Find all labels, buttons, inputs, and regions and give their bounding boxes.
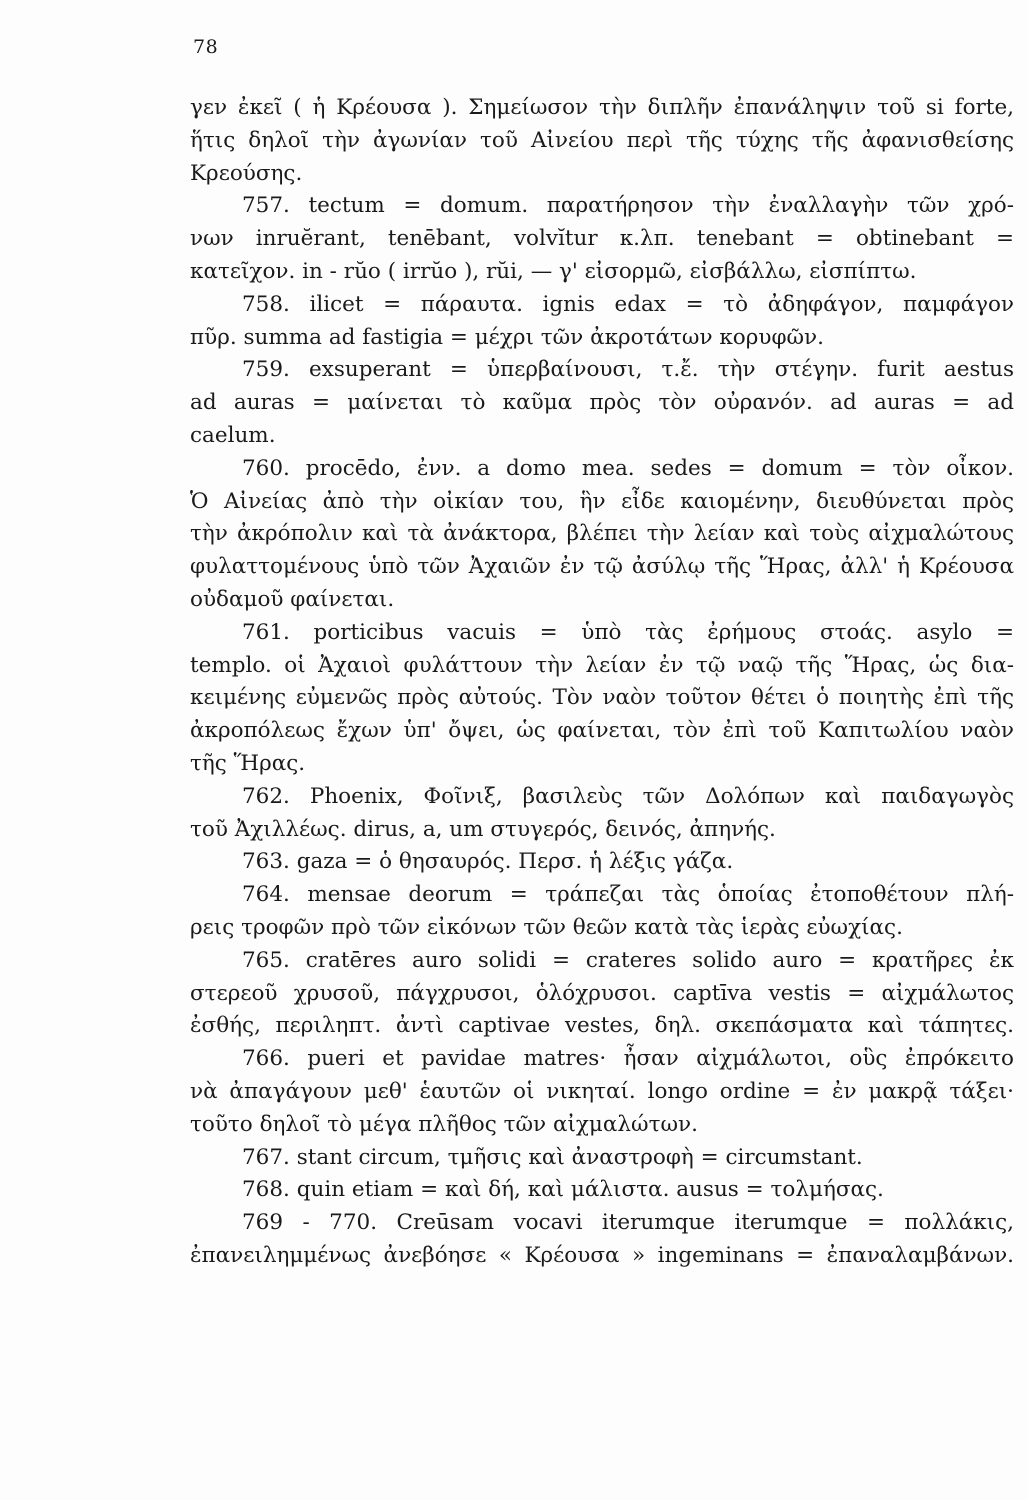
text-line: κειμένης εὐμενῶς πρὸς αὐτούς. Τὸν ναὸν τοῦτον θέτει ὁ ποιητὴς ἐπὶ τῆς	[190, 685, 1014, 711]
text-line: 758. ilicet = πάραυτα. ignis edax = τὸ ἀδηφάγον, παμφάγον	[242, 291, 1014, 317]
text-line: οὐδαμοῦ φαίνεται.	[190, 586, 395, 612]
text-line: 761. porticibus vacuis = ὑπὸ τὰς ἐρήμους στοάς. asylo =	[242, 619, 1014, 645]
text-line: τοῦτο δηλοῖ τὸ μέγα πλῆθος τῶν αἰχμαλώτων.	[190, 1111, 698, 1137]
text-line: 762. Phoenix, Φοῖνιξ, βασιλεὺς τῶν Δολόπων καὶ παιδαγωγὸς	[242, 783, 1014, 809]
text-line: 764. mensae deorum = τράπεζαι τὰς ὁποίας ἐτοποθέτουν πλή-	[242, 882, 1014, 908]
text-line: ρεις τροφῶν πρὸ τῶν εἰκόνων τῶν θεῶν κατὰ τὰς ἱερὰς εὐωχίας.	[190, 914, 903, 940]
text-line: caelum.	[190, 422, 276, 448]
page-number: 78	[193, 36, 219, 58]
text-line: γεν ἐκεῖ ( ἡ Κρέουσα ). Σημείωσον τὴν διπλῆν ἐπανάληψιν τοῦ si forte,	[190, 95, 1014, 120]
text-line: 769 - 770. Creūsam vocavi iterumque iterumque = πολλάκις,	[242, 1210, 1014, 1236]
text-line: 760. procēdo, ἐνν. a domo mea. sedes = domum = τὸν οἶκον.	[242, 455, 1014, 481]
text-line: 765. cratēres auro solidi = crateres solido auro = κρατῆρες ἐκ	[242, 947, 1014, 973]
text-line: πῦρ. summa ad fastigia = μέχρι τῶν ἀκροτάτων κορυφῶν.	[190, 324, 824, 350]
text-line: 759. exsuperant = ὑπερβαίνουσι, τ.ἔ. τὴν στέγην. furit aestus	[242, 357, 1014, 383]
text-line: κατεῖχον. in - rŭo ( irrŭo ), rŭi, — γ' εἰσορμῶ, εἰσβάλλω, εἰσπίπτω.	[190, 258, 917, 284]
text-line: 768. quin etiam = καὶ δή, καὶ μάλιστα. ausus = τολμήσας.	[242, 1177, 884, 1203]
text-line: στερεοῦ χρυσοῦ, πάγχρυσοι, ὁλόχρυσοι. captīva vestis = αἰχμάλωτος	[190, 980, 1014, 1006]
text-line: ἀκροπόλεως ἔχων ὑπ' ὄψει, ὡς φαίνεται, τὸν ἐπὶ τοῦ Καπιτωλίου ναὸν	[190, 718, 1014, 744]
text-line: τὴν ἀκρόπολιν καὶ τὰ ἀνάκτορα, βλέπει τὴν λείαν καὶ τοὺς αἰχμαλώτους	[190, 521, 1014, 547]
text-line: Κρεούσης.	[190, 160, 303, 186]
text-line: τοῦ Ἀχιλλέως. dirus, a, um στυγερός, δεινός, ἀπηνής.	[190, 816, 776, 842]
text-line: ἥτις δηλοῖ τὴν ἀγωνίαν τοῦ Αἰνείου περὶ τῆς τύχης τῆς ἀφανισθείσης	[190, 127, 1014, 153]
text-line: 763. gaza = ὁ θησαυρός. Περσ. ἡ λέξις γάζα.	[242, 849, 734, 875]
text-line: φυλαττομένους ὑπὸ τῶν Ἀχαιῶν ἐν τῷ ἀσύλῳ τῆς Ἥρας, ἀλλ' ἡ Κρέουσα	[190, 554, 1014, 580]
text-line: 767. stant circum, τμῆσις καὶ ἀναστροφὴ = circumstant.	[242, 1144, 863, 1170]
text-line: Ὁ Αἰνείας ἀπὸ τὴν οἰκίαν του, ἣν εἶδε καιομένην, διευθύνεται πρὸς	[190, 488, 1014, 514]
commentary-text	[190, 92, 1014, 1273]
text-line: ad auras = μαίνεται τὸ καῦμα πρὸς τὸν οὐρανόν. ad auras = ad	[190, 390, 1014, 416]
text-line: νων inruĕrant, tenēbant, volvĭtur κ.λπ. tenebant = obtinebant =	[190, 226, 1014, 252]
text-line: 766. pueri et pavidae matres· ἦσαν αἰχμάλωτοι, οὓς ἐπρόκειτο	[242, 1046, 1014, 1072]
text-line: ἐπανειλημμένως ἀνεβόησε « Κρέουσα » ingeminans = ἐπαναλαμβάνων.	[190, 1242, 1014, 1268]
text-line: templo. οἱ Ἀχαιοὶ φυλάττουν τὴν λείαν ἐν τῷ ναῷ τῆς Ἥρας, ὡς δια-	[190, 652, 1014, 678]
text-line: τῆς Ἥρας.	[190, 750, 306, 776]
text-line: ἐσθής, περιληπτ. ἀντὶ captivae vestes, δηλ. σκεπάσματα καὶ τάπητες.	[190, 1013, 1014, 1039]
text-line: νὰ ἀπαγάγουν μεθ' ἑαυτῶν οἱ νικηταί. longo ordine = ἐν μακρᾷ τάξει·	[190, 1078, 1014, 1104]
text-line: 757. tectum = domum. παρατήρησον τὴν ἐναλλαγὴν τῶν χρό-	[242, 193, 1014, 219]
